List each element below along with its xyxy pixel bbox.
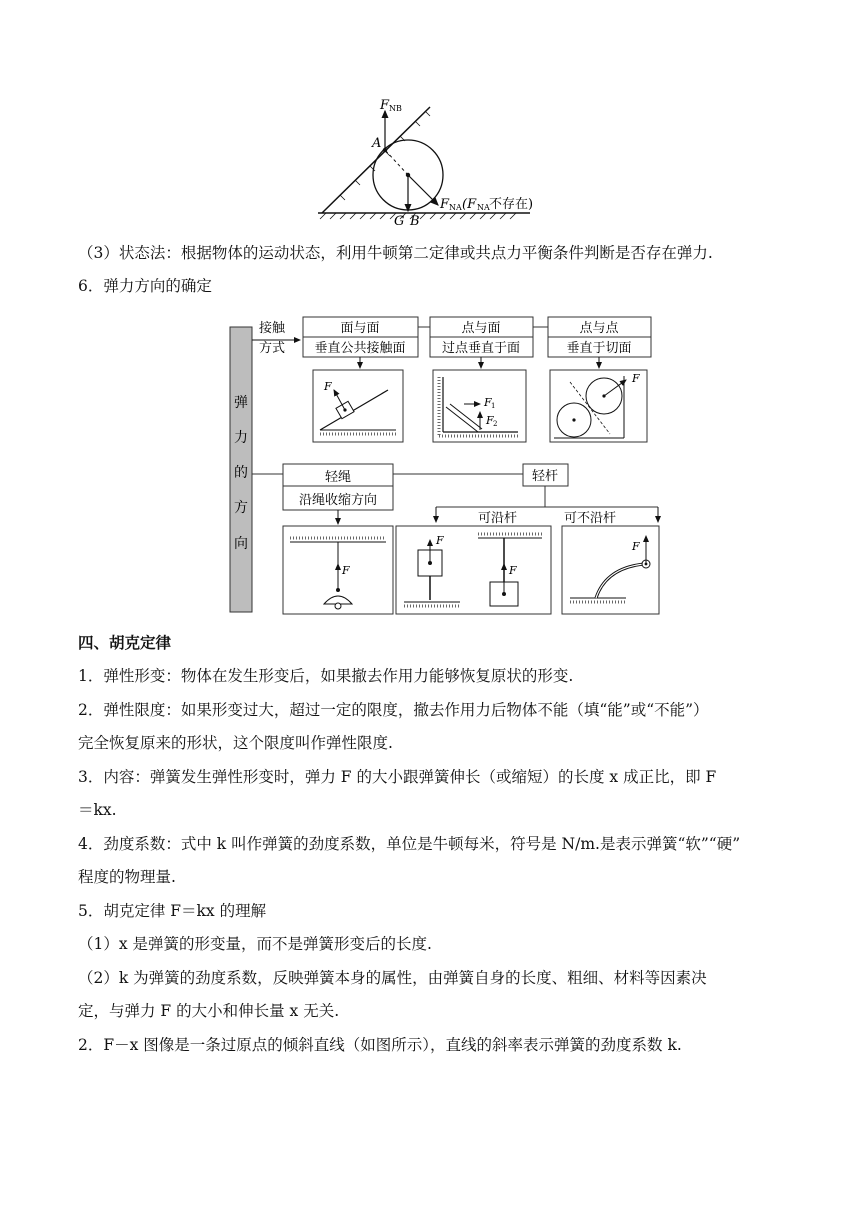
box3-bottom: 垂直于切面 [566,341,632,356]
pic4-f-label: F [342,564,350,577]
side-char-4: 方 [234,500,248,516]
pic1-f-label: F [324,380,332,393]
fnb-subscript: NB [389,104,402,113]
deformation-amount-text: （1）x 是弹簧的形变量，而不是弹簧形变后的长度. [78,935,432,953]
pic2-f1-subscript: 1 [491,402,496,410]
contact-label-1: 接触 [259,321,286,336]
stiffness-meaning-text-1: （2）k 为弹簧的劲度系数，反映弹簧本身的属性，由弹簧自身的长度、粗细、材料等因素决 [78,969,707,987]
fx-graph-text: 2．F－x 图像是一条过原点的倾斜直线（如图所示），直线的斜率表示弹簧的劲度系数 k. [78,1036,682,1054]
hooke-understanding-text: 5．胡克定律 F＝kx 的理解 [78,902,267,920]
fna-subscript: NA [449,203,462,212]
pic2-f2-label: F [486,414,494,427]
box2-bottom: 过点垂直于面 [441,341,521,356]
elastic-direction-diagram [228,312,668,617]
box2-top: 点与面 [461,321,501,336]
rod-label: 轻杆 [531,469,559,484]
ball-incline-figure [300,95,570,225]
side-char-1: 弹 [234,395,248,411]
point-a-label: A [372,136,382,151]
pic3-f-label: F [632,372,640,385]
content-text-2: ＝kx. [78,801,117,819]
pic2-f1-label: F [484,396,492,409]
side-char-2: 力 [234,430,248,446]
box3-top: 点与点 [579,321,619,336]
rope-top: 轻绳 [324,470,352,485]
b-label: B [410,214,420,225]
stiffness-text-2: 程度的物理量. [78,868,176,886]
stiffness-text-1: 4．劲度系数：式中 k 叫作弹簧的劲度系数，单位是牛顿每米，符号是 N/m.是表示弹簧“软”“硬” [78,835,741,853]
g-label: G [394,214,405,225]
stiffness-meaning-text-2: 定，与弹力 F 的大小和伸长量 x 无关. [78,1002,340,1020]
pic5-f-label-b: F [509,564,517,577]
content-text-1: 3．内容：弹簧发生弹性形变时，弹力 F 的大小跟弹簧伸长（或缩短）的长度 x 成正比，即 F [78,768,717,786]
pic5-f-label-a: F [436,534,444,547]
box1-top: 面与面 [340,321,380,336]
fna-paren-subscript: NA [477,203,490,212]
elastic-limit-text-1: 2．弹性限度：如果形变过大，超过一定的限度，撤去作用力后物体不能（填“能”或“不能”） [78,701,709,719]
state-method-text: （3）状态法：根据物体的运动状态，利用牛顿第二定律或共点力平衡条件判断是否存在弹力. [78,244,713,262]
rope-bottom: 沿绳收缩方向 [298,493,378,508]
elastic-deformation-text: 1．弹性形变：物体在发生形变后，如果撤去作用力能够恢复原状的形变. [78,667,574,685]
fna-label: F [440,197,450,212]
elastic-direction-heading: 6．弹力方向的确定 [78,277,212,295]
rod-along-label: 可沿杆 [478,511,518,526]
pic6-f-label: F [632,540,640,553]
box1-bottom: 垂直公共接触面 [314,341,406,356]
side-char-3: 的 [234,465,248,481]
fna-note: 不存在) [489,197,534,212]
contact-label-2: 方式 [259,341,286,356]
rod-not-along-label: 可不沿杆 [564,511,617,526]
pic2-f2-subscript: 2 [493,420,498,428]
fna-paren: (F [462,197,477,212]
fnb-label: F [380,98,390,113]
side-char-5: 向 [234,536,248,552]
hooke-law-heading: 四、胡克定律 [78,633,172,652]
elastic-limit-text-2: 完全恢复原来的形状，这个限度叫作弹性限度. [78,734,393,752]
